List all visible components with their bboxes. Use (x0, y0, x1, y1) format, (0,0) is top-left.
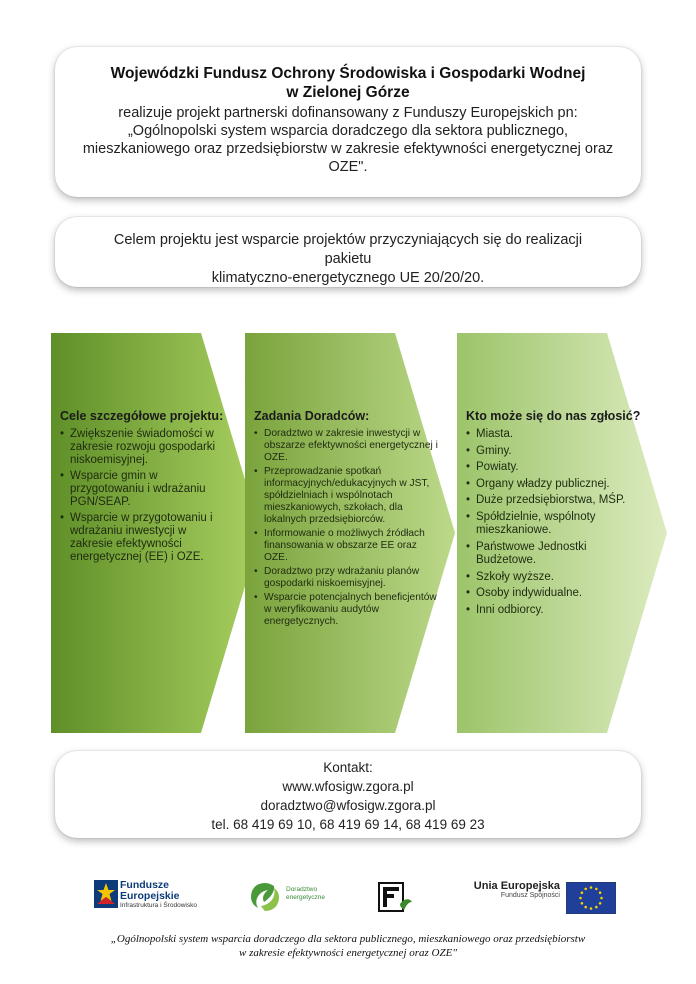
ue-title: Unia Europejska (473, 880, 560, 892)
header-box (55, 47, 641, 197)
leaf-swirl-icon (248, 880, 282, 914)
list-item: • Miasta. (466, 428, 644, 442)
list-item: • Przeprowadzanie spotkań informacyjnych/edukacyjnych w JST, spółdzielniach i wspólnotach mieszkaniowych, szkołach, dla lokalnych przedsiębiorców. (254, 466, 438, 526)
header-body-line: realizuje projekt partnerski dofinansowany z Funduszy Europejskich pn: (118, 105, 578, 121)
list-item: • Wsparcie w przygotowaniu i wdrażaniu inwestycji w zakresie efektywności energetycznej (EE) i OZE. (60, 512, 232, 564)
list-item: • Gminy. (466, 445, 644, 459)
fe-text (120, 880, 197, 910)
wfosigw-logo (378, 882, 414, 914)
fe-star-icon (94, 880, 118, 908)
chevron-who (457, 333, 667, 733)
eu-flag-icon (566, 882, 616, 914)
column-list (466, 428, 644, 617)
doradztwo-energetyczne-logo (248, 878, 338, 920)
header-title: Wojewódzki Fundusz Ochrony Środowiska i Gospodarki Wodnej (110, 65, 586, 82)
list-item: • Zwiększenie świadomości w zakresie rozwoju gospodarki niskoemisyjnej. (60, 428, 232, 467)
logo-bar (0, 870, 696, 930)
fundusze-europejskie-logo (94, 878, 224, 918)
list-item: • Powiaty. (466, 461, 644, 475)
chevron-tasks (245, 333, 455, 733)
contact-phones: tel. 68 419 69 10, 68 419 69 14, 68 419 69 23 (211, 817, 485, 832)
fe-sub: Infrastruktura i Środowisko (120, 902, 197, 909)
list-item: • Doradztwo przy wdrażaniu planów gospodarki niskoemisyjnej. (254, 566, 438, 590)
column-list (254, 428, 438, 628)
chevron-tasks-content (254, 409, 438, 630)
header-body-line: OZE". (328, 159, 368, 175)
de-line-2: energetyczne (286, 894, 326, 901)
chevron-who-content (466, 409, 644, 620)
header-body-line: mieszkaniowego oraz przedsiębiorstw w zakresie efektywności energetycznej oraz (82, 141, 614, 157)
list-item: • Wsparcie potencjalnych beneficjentów w weryfikowaniu audytów energetycznych. (254, 592, 438, 628)
fe-name-1: Fundusze (120, 879, 169, 891)
header-subtitle: w Zielonej Górze (286, 84, 410, 101)
list-item: • Spółdzielnie, wspólnoty mieszkaniowe. (466, 511, 644, 538)
list-item: • Organy władzy publicznej. (466, 478, 644, 492)
list-item: • Szkoły wyższe. (466, 571, 644, 585)
contact-website-link[interactable]: www.wfosigw.zgora.pl (282, 779, 414, 794)
list-item: • Wsparcie gmin w przygotowaniu i wdrażaniu PGN/SEAP. (60, 470, 232, 509)
header-body (55, 104, 641, 176)
goal-text (55, 217, 641, 288)
wfosigw-logo-icon (378, 882, 414, 914)
goal-line: klimatyczno-energetycznego UE 20/20/20. (211, 270, 485, 286)
list-item: • Osoby indywidualne. (466, 587, 644, 601)
column-list (60, 428, 232, 564)
eu-flag (566, 882, 616, 914)
contact-email-link[interactable]: doradztwo@wfosigw.zgora.pl (260, 798, 436, 813)
footer-note-line: w zakresie efektywności energetycznej oraz OZE" (239, 947, 457, 959)
de-line-1: Doradztwo (286, 886, 318, 893)
column-title: Kto może się do nas zgłosić? (466, 409, 641, 423)
goal-line: Celem projektu jest wsparcie projektów przyczyniających się do realizacji pakietu (113, 232, 583, 267)
ue-sub: Fundusz Spójności (500, 892, 560, 899)
list-item: • Doradztwo w zakresie inwestycji w obszarze efektywności energetycznej i OZE. (254, 428, 438, 464)
unia-europejska-text (470, 880, 560, 916)
footer-note-line: „Ogólnopolski system wsparcia doradczego dla sektora publicznego, mieszkaniowego oraz przedsiębiorstw (110, 933, 586, 945)
contact-box (55, 751, 641, 838)
header-body-line: „Ogólnopolski system wsparcia doradczego dla sektora publicznego, (127, 123, 569, 139)
column-title: Zadania Doradców: (254, 409, 370, 423)
footer-note (40, 932, 656, 960)
list-item: • Duże przedsiębiorstwa, MŚP. (466, 494, 644, 508)
chevron-goals (51, 333, 261, 733)
list-item: • Inni odbiorcy. (466, 604, 644, 618)
chevron-goals-content (60, 409, 232, 567)
list-item: • Państwowe Jednostki Budżetowe. (466, 541, 644, 568)
column-title: Cele szczegółowe projektu: (60, 409, 224, 423)
de-text (286, 886, 325, 902)
list-item: • Informowanie o możliwych źródłach finansowania w obszarze EE oraz OZE. (254, 528, 438, 564)
fe-name-2: Europejskie (120, 890, 180, 902)
contact-label: Kontakt: (323, 760, 373, 775)
goal-box (55, 217, 641, 287)
